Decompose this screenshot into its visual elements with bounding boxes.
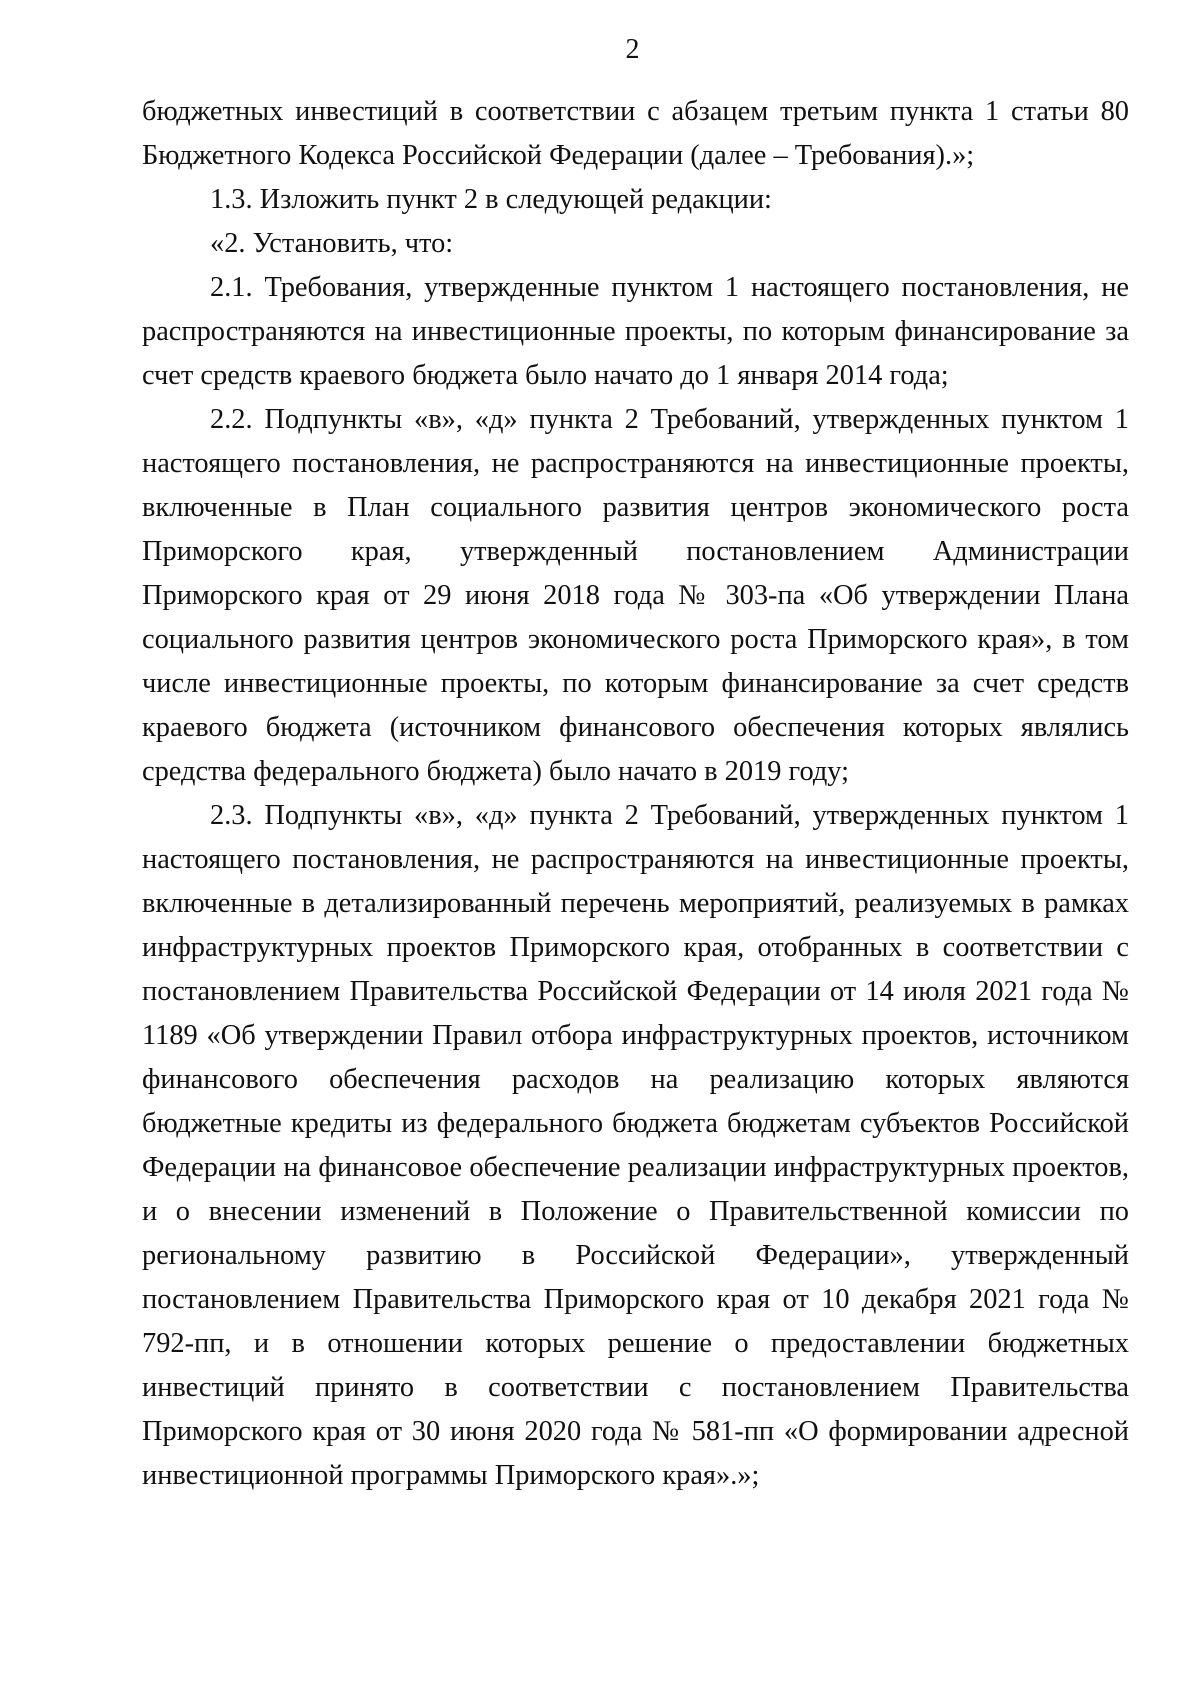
paragraph-2-1: 2.1. Требования, утвержденные пунктом 1 настоящего постановления, не распространяются на инвестиционные проекты, по которым финансирование за счет средств краевого бюджета было начато до 1 января 2014 года; — [142, 272, 1129, 391]
document-body — [142, 90, 1129, 1498]
paragraph-continuation: бюджетных инвестиций в соответствии с абзацем третьим пункта 1 статьи 80 Бюджетного Кодекса Российской Федерации (далее – Требования).»; — [142, 96, 1129, 171]
paragraph-2-3: 2.3. Подпункты «в», «д» пункта 2 Требований, утвержденных пунктом 1 настоящего постановления, не распространяются на инвестиционные проекты, включенные в детализированный перечень мероприятий, реализуемых в рамках инфраструктурных проектов Приморского края, отобранных в соответствии с постановлением Правительства Российской Федерации от 14 июля 2021 года № 1189 «Об утверждении Правил отбора инфраструктурных проектов, источником финансового обеспечения расходов на реализацию которых являются бюджетные кредиты из федерального бюджета бюджетам субъектов Российской Федерации на финансовое обеспечение реализации инфраструктурных проектов, и о внесении изменений в Положение о Правительственной комиссии по региональному развитию в Российской Федерации», утвержденный постановлением Правительства Приморского края от 10 декабря 2021 года № 792-пп, и в отношении которых решение о предоставлении бюджетных инвестиций принято в соответствии с постановлением Правительства Приморского края от 30 июня 2020 года № 581-пп «О формировании адресной инвестиционной программы Приморского края».»; — [142, 800, 1129, 1491]
page-number: 2 — [625, 34, 640, 65]
paragraph-2-2: 2.2. Подпункты «в», «д» пункта 2 Требований, утвержденных пунктом 1 настоящего постановления, не распространяются на инвестиционные проекты, включенные в План социального развития центров экономического роста Приморского края, утвержденный постановлением Администрации Приморского края от 29 июня 2018 года № 303-па «Об утверждении Плана социального развития центров экономического роста Приморского края», в том числе инвестиционные проекты, по которым финансирование за счет средств краевого бюджета (источником финансового обеспечения которых являлись средства федерального бюджета) было начато в 2019 году; — [142, 404, 1129, 787]
paragraph-2-intro: «2. Установить, что: — [210, 228, 454, 259]
paragraph-1-3: 1.3. Изложить пункт 2 в следующей редакции: — [210, 184, 772, 215]
